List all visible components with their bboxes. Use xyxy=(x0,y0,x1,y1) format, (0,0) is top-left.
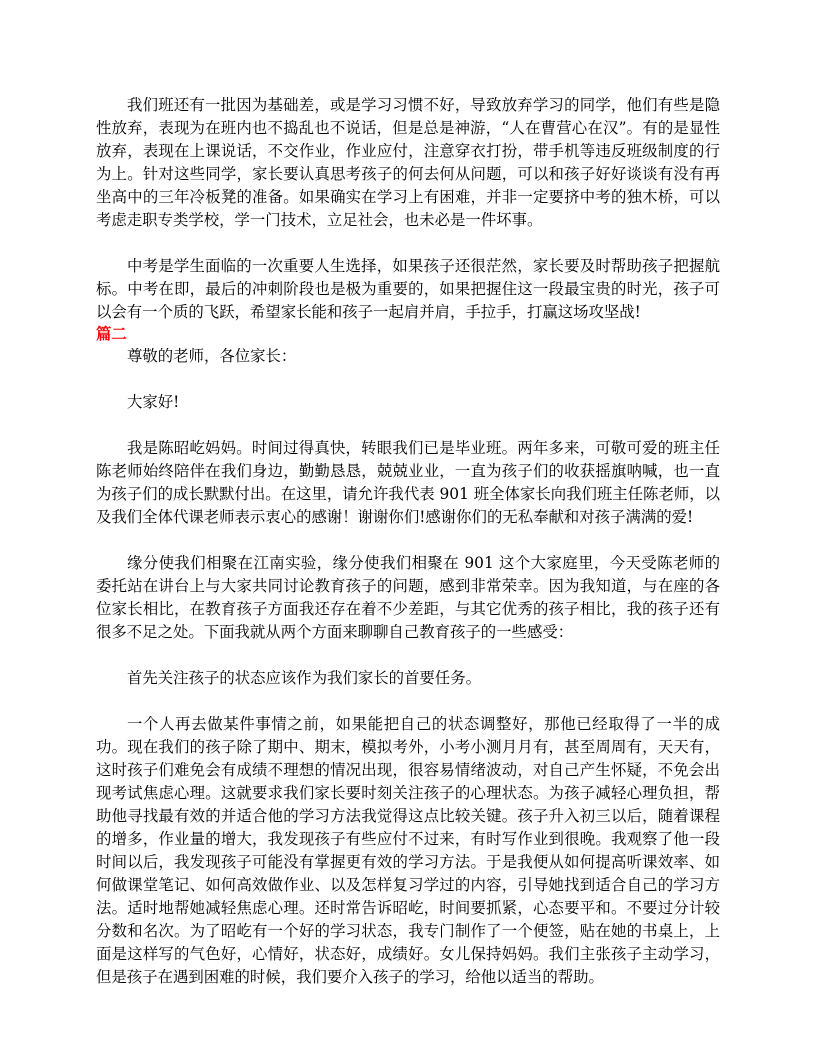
paragraph-self-introduction: 我是陈昭屹妈妈。时间过得真快，转眼我们已是毕业班。两年多来，可敬可爱的班主任陈老师始终陪伴在我们身边，勤勤恳恳，兢兢业业，一直为孩子们的收获摇旗呐喊，也一直为孩子们的成长默默付出。在这里，请允许我代表 901 班全体家长向我们班主任陈老师，以及我们全体代课老师表示衷心的感谢！谢谢你们!感谢你们的无私奉献和对孩子满满的爱! xyxy=(96,439,721,526)
paragraph-spacer xyxy=(96,644,720,667)
document-page xyxy=(96,94,720,989)
paragraph-spacer xyxy=(96,368,720,391)
paragraph-child-state: 一个人再去做某件事情之前，如果能把自己的状态调整好，那他已经取得了一半的成功。现在我们的孩子除了期中、期末，模拟考外，小考小测月月有，甚至周周有，天天有，这时孩子们难免会有成绩不理想的情况出现，很容易情绪波动，对自己产生怀疑，不免会出现考试焦虑心理。这就要求我们家长要时刻关注孩子的心理状态。为孩子减轻心理负担，帮助他寻找最有效的并适合他的学习方法我觉得这点比较关键。孩子升入初三以后，随着课程的增多，作业量的增大，我发现孩子有些应付不过来，有时写作业到很晚。我观察了他一段时间以后，我发现孩子可能没有掌握更有效的学习方法。于是我便从如何提高听课效率、如何做课堂笔记、如何高效做作业、以及怎样复习学过的内容，引导她找到适合自己的学习方法。适时地帮她减轻焦虑心理。还时常告诉昭屹，时间要抓紧，心态要平和。不要过分计较分数和名次。为了昭屹有一个好的学习状态，我专门制作了一个便签，贴在她的书桌上，上面是这样写的气色好，心情好，状态好，成绩好。女儿保持妈妈。我们主张孩子主动学习，但是孩子在遇到困难的时候，我们要介入孩子的学习，给他以适当的帮助。 xyxy=(96,715,720,986)
paragraph-spacer xyxy=(96,232,720,255)
paragraph-left-behind-students: 我们班还有一批因为基础差，或是学习习惯不好，导致放弃学习的同学，他们有些是隐性放弃，表现为在班内也不捣乱也不说话，但是总是神游，“人在曹营心在汉”。有的是显性放弃，表现在上课说话，不交作业，作业应付，注意穿衣打扮，带手机等违反班级制度的行为上。针对这些同学，家长要认真思考孩子的何去何从问题，可以和孩子好好谈谈有没有再坐高中的三年冷板凳的准备。如果确实在学习上有困难，并非一定要挤中考的独木桥，可以考虑走职专类学校，学一门技术，立足社会，也未必是一件坏事。 xyxy=(96,96,720,229)
paragraph-exam-choice: 中考是学生面临的一次重要人生选择，如果孩子还很茫然，家长要及时帮助孩子把握航标。中考在即，最后的冲刺阶段也是极为重要的，如果把握住这一段最宝贵的时光，孩子可以会有一个质的飞跃，希望家长能和孩子一起肩并肩，手拉手，打赢这场攻坚战! xyxy=(96,257,720,321)
paragraph-first-priority: 首先关注孩子的状态应该作为我们家长的首要任务。 xyxy=(127,669,481,687)
paragraph-spacer xyxy=(96,529,720,552)
paragraph-salutation: 尊敬的老师，各位家长： xyxy=(127,347,297,365)
paragraph-greeting: 大家好! xyxy=(127,393,180,411)
paragraph-spacer xyxy=(96,690,720,713)
section-heading: 篇二 xyxy=(96,325,127,343)
paragraph-spacer xyxy=(96,414,720,437)
paragraph-class-family: 缘分使我们相聚在江南实验，缘分使我们相聚在 901 这个大家庭里，今天受陈老师的委托站在讲台上与大家共同讨论教育孩子的问题，感到非常荣幸。因为我知道，与在座的各位家长相比，在教育孩子方面我还存在着不少差距，与其它优秀的孩子相比，我的孩子还有很多不足之处。下面我就从两个方面来聊聊自己教育孩子的一些感受： xyxy=(96,554,720,641)
